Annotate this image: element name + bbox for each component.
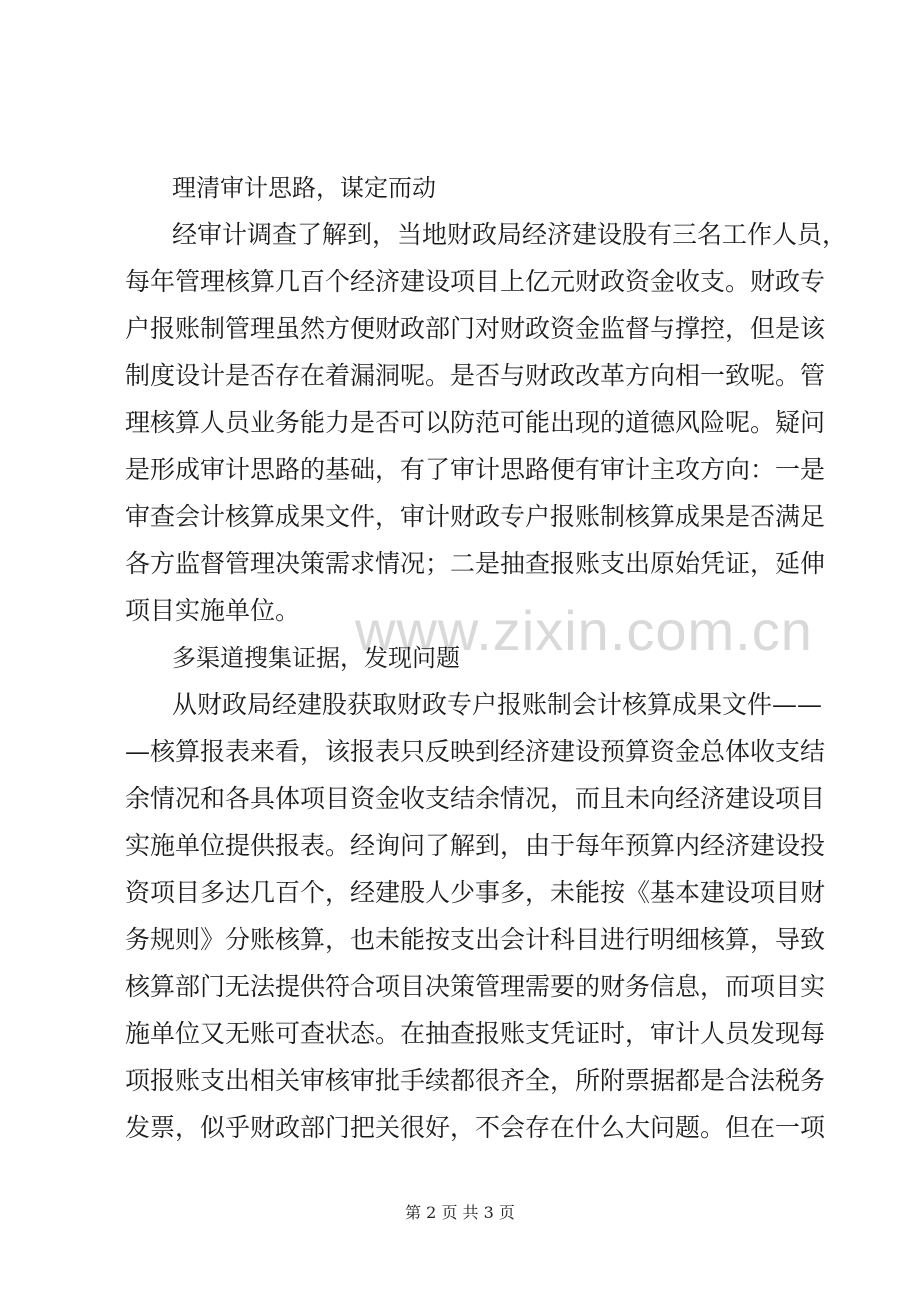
paragraph-line: 每年管理核算几百个经济建设项目上亿元财政资金收支。财政专	[125, 267, 826, 296]
paragraph-line: 是形成审计思路的基础，有了审计思路便有审计主攻方向：一是	[125, 455, 826, 484]
paragraph-line: 经审计调查了解到，当地财政局经济建设股有三名工作人员，	[172, 220, 848, 249]
paragraph-line: 余情况和各具体项目资金收支结余情况，而且未向经济建设项目	[125, 784, 826, 813]
page-footer: 第 2 页 共 3 页	[405, 1203, 515, 1222]
paragraph-line: 审查会计核算成果文件，审计财政专户报账制核算成果是否满足	[125, 502, 826, 531]
paragraph-line: 资项目多达几百个，经建股人少事多，未能按《基本建设项目财	[125, 878, 826, 907]
paragraph-line: 项目实施单位。	[125, 596, 301, 625]
paragraph-line: 务规则》分账核算，也未能按支出会计科目进行明细核算，导致	[125, 925, 826, 954]
paragraph-line: 制度设计是否存在着漏洞呢。是否与财政改革方向相一致呢。管	[125, 361, 826, 390]
paragraph-line: 实施单位提供报表。经询问了解到，由于每年预算内经济建设投	[125, 831, 826, 860]
watermark: www.zixin.com.cn	[355, 599, 813, 662]
section-heading: 多渠道搜集证据，发现问题	[172, 644, 460, 672]
paragraph-line: 项报账支出相关审核审批手续都很齐全，所附票据都是合法税务	[125, 1066, 826, 1095]
paragraph-line: 施单位又无账可查状态。在抽查报账支凭证时，审计人员发现每	[125, 1019, 826, 1048]
paragraph-line: 户报账制管理虽然方便财政部门对财政资金监督与撑控，但是该	[125, 314, 826, 343]
paragraph-line: 核算部门无法提供符合项目决策管理需要的财务信息，而项目实	[125, 972, 826, 1001]
paragraph-line: —核算报表来看，该报表只反映到经济建设预算资金总体收支结	[125, 737, 826, 766]
paragraph-line: 理核算人员业务能力是否可以防范可能出现的道德风险呢。疑问	[125, 408, 826, 437]
paragraph-line: 发票，似乎财政部门把关很好，不会存在什么大问题。但在一项	[125, 1113, 826, 1142]
section-heading: 理清审计思路，谋定而动	[172, 174, 436, 202]
paragraph-line: 从财政局经建股获取财政专户报账制会计核算成果文件——	[172, 690, 823, 719]
paragraph-line: 各方监督管理决策需求情况；二是抽查报账支出原始凭证，延伸	[125, 549, 826, 578]
